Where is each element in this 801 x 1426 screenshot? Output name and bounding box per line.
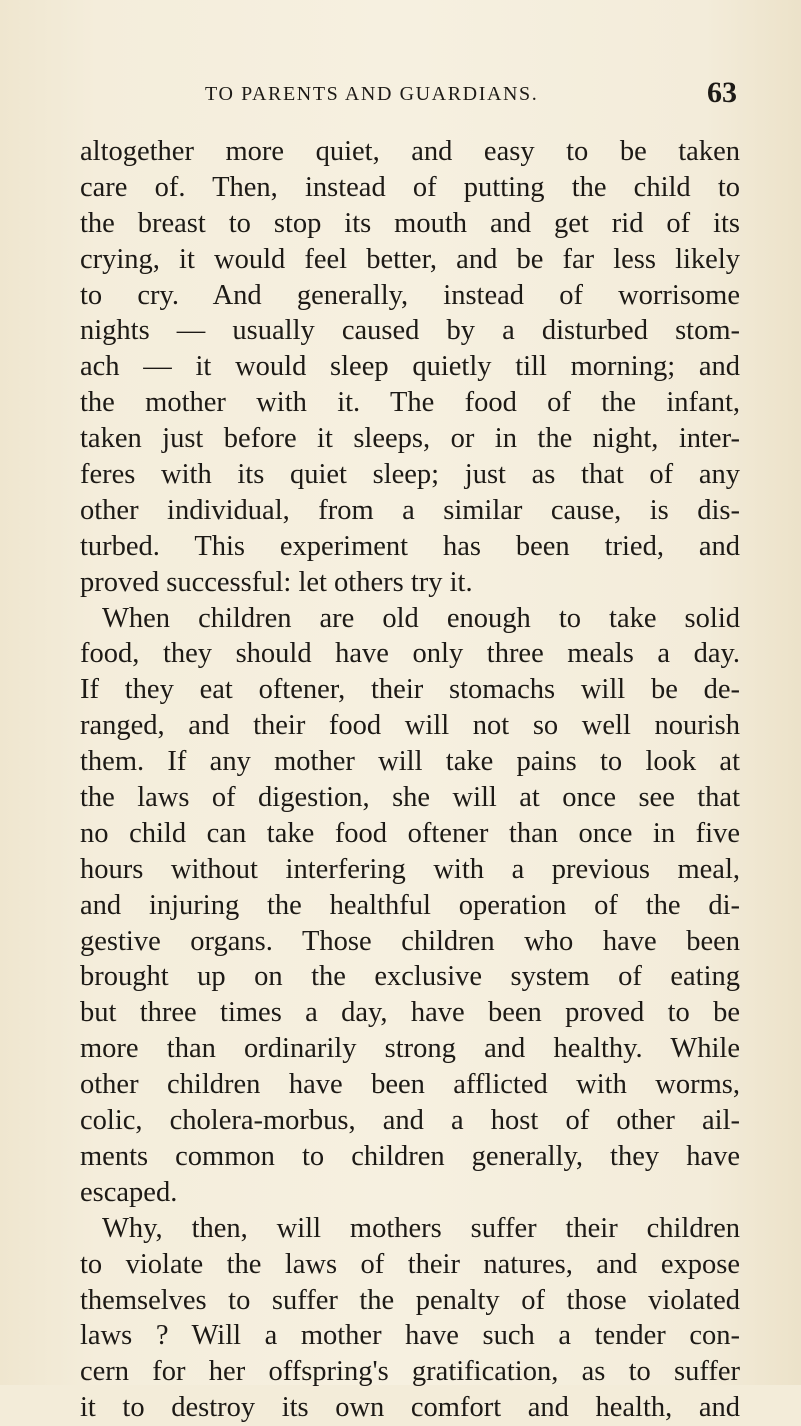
text-line: and injuring the healthful operation of the di- bbox=[80, 889, 740, 921]
text-line: altogether more quiet, and easy to be taken bbox=[80, 136, 740, 167]
page-header bbox=[205, 78, 737, 108]
text-line: nights — usually caused by a disturbed stom- bbox=[80, 315, 740, 347]
text-line: gestive organs. Those children who have been bbox=[80, 925, 740, 957]
text-line: no child can take food oftener than once in five bbox=[80, 817, 740, 849]
text-line: When children are old enough to take solid bbox=[102, 602, 740, 634]
text-line: the mother with it. The food of the infant, bbox=[80, 387, 740, 419]
text-line: care of. Then, instead of putting the child to bbox=[80, 171, 740, 203]
text-line: crying, it would feel better, and be far less likely bbox=[80, 243, 740, 275]
text-line: feres with its quiet sleep; just as that of any bbox=[80, 459, 740, 491]
text-line: the breast to stop its mouth and get rid of its bbox=[80, 207, 740, 239]
text-line: brought up on the exclusive system of eating bbox=[80, 961, 740, 993]
text-line: them. If any mother will take pains to look at bbox=[80, 746, 740, 778]
text-line: food, they should have only three meals a day. bbox=[80, 638, 740, 670]
text-line: taken just before it sleeps, or in the night, inter- bbox=[80, 423, 740, 455]
text-line: ments common to children generally, they have bbox=[80, 1140, 740, 1172]
text-line: to violate the laws of their natures, and expose bbox=[80, 1248, 740, 1280]
text-line: ranged, and their food will not so well nourish bbox=[80, 710, 740, 742]
text-line: other individual, from a similar cause, is dis- bbox=[80, 494, 740, 526]
text-line: to cry. And generally, instead of worrisome bbox=[80, 279, 740, 311]
text-line: ach — it would sleep quietly till morning; and bbox=[80, 351, 740, 383]
text-line: it to destroy its own comfort and health, and bbox=[80, 1392, 740, 1424]
text-line: proved successful: let others try it. bbox=[80, 566, 473, 598]
text-line: the laws of digestion, she will at once see that bbox=[80, 782, 740, 814]
text-line: Why, then, will mothers suffer their children bbox=[102, 1212, 740, 1244]
text-line: If they eat oftener, their stomachs will be de- bbox=[80, 674, 740, 706]
text-line: laws ? Will a mother have such a tender con- bbox=[80, 1320, 740, 1352]
text-line: cern for her offspring's gratification, as to suffer bbox=[80, 1356, 740, 1388]
text-line: hours without interfering with a previous meal, bbox=[80, 853, 740, 885]
text-line: but three times a day, have been proved to be bbox=[80, 997, 740, 1029]
text-line: turbed. This experiment has been tried, and bbox=[80, 530, 740, 562]
text-line: more than ordinarily strong and healthy. While bbox=[80, 1033, 740, 1065]
body-text bbox=[80, 134, 740, 1426]
text-line: themselves to suffer the penalty of those violated bbox=[80, 1284, 740, 1316]
page-number: 63 bbox=[707, 76, 737, 109]
text-line: colic, cholera-morbus, and a host of other ail- bbox=[80, 1105, 740, 1137]
text-line: escaped. bbox=[80, 1176, 178, 1208]
running-head: TO PARENTS AND GUARDIANS. bbox=[205, 83, 539, 105]
text-line: other children have been afflicted with worms, bbox=[80, 1069, 740, 1101]
